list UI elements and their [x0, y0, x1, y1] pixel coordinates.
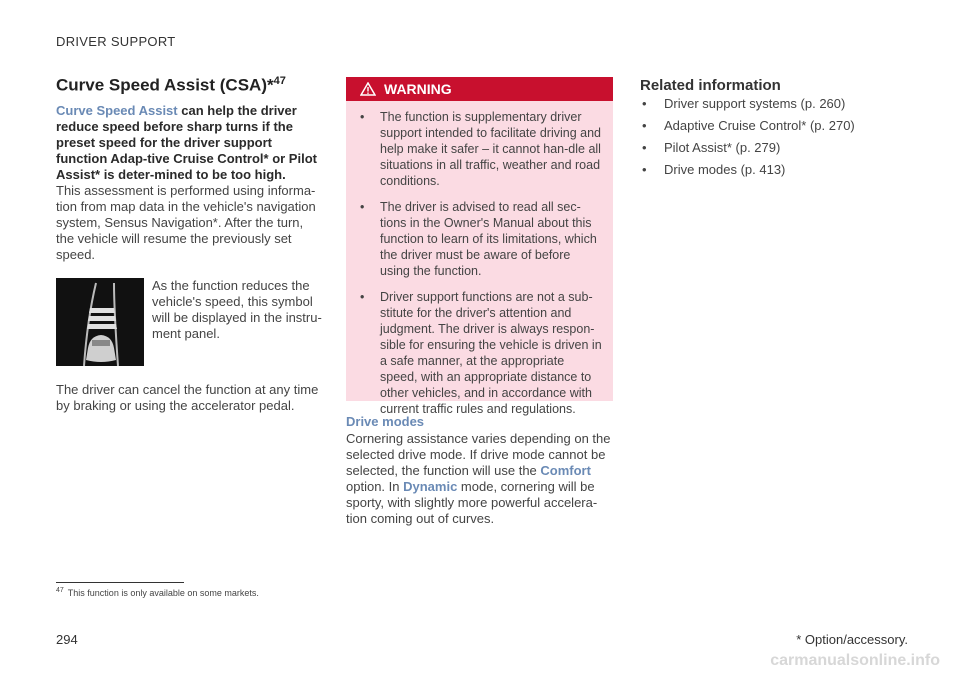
warning-header	[346, 77, 613, 101]
bullet: •	[360, 290, 365, 304]
bullet: •	[642, 140, 647, 155]
footnote-divider	[56, 582, 184, 583]
related-information	[640, 77, 910, 184]
assessment-paragraph: This assessment is performed using informa-tion from map data in the vehicle's navigation system, Sensus Navigation*. After the turn, the vehicle will resume the previously set speed.	[56, 182, 316, 262]
warning-list	[346, 101, 613, 417]
related-link[interactable]: • Adaptive Cruise Control* (p. 270)	[642, 118, 855, 133]
symbol-row	[56, 278, 324, 366]
curve-speed-symbol-icon	[56, 278, 144, 366]
list-item: • The driver is advised to read all sec-tions in the Owner's Manual about this function to learn of its limitations, which the driver must be aware of before using the function.	[360, 200, 597, 278]
lead-paragraph: Curve Speed Assist can help the driver reduce speed before sharp turns if the preset speed for the driver support function Adap-tive Cruise Control* or Pilot Assist* is deter-mined to be too high.	[56, 102, 317, 182]
related-heading: Related information	[640, 77, 781, 94]
article-column	[56, 70, 324, 414]
cancel-paragraph: The driver can cancel the function at any time by braking or using the accelerator pedal.	[56, 381, 319, 413]
page-number: 294	[56, 632, 78, 647]
bullet: •	[642, 162, 647, 177]
drive-modes-text: Cornering assistance varies depending on the selected drive mode. If drive mode cannot be selected, the function will use the Comfort option. In Dynamic mode, cornering will be sporty, with slightly more powerful accelera-tion coming out of curves.	[346, 431, 611, 526]
bullet: •	[360, 200, 365, 214]
related-list	[640, 96, 910, 178]
comfort-mode: Comfort	[540, 463, 591, 478]
function-name: Curve Speed Assist	[56, 102, 178, 118]
drive-modes-section	[346, 414, 614, 527]
footnote-ref: 47	[273, 75, 286, 87]
warning-title: WARNING	[384, 81, 452, 97]
related-link[interactable]: • Drive modes (p. 413)	[642, 162, 786, 177]
bullet: •	[360, 110, 365, 124]
footnote: $^{47}$ This function is only available on some markets.	[56, 587, 259, 598]
dynamic-mode: Dynamic	[403, 479, 458, 494]
bullet: •	[642, 96, 647, 111]
option-note: * Option/accessory.	[796, 632, 908, 647]
bullet: •	[642, 118, 647, 133]
article-title: Curve Speed Assist (CSA)*$^{47}$	[56, 75, 286, 95]
list-item: • Driver support functions are not a sub-stitute for the driver's attention and judgment. The driver is always respon-sible for ensuring the vehicle is driven in a safe manner, at the appropriate speed, with an appropriate distance to other vehicles, and in accordance with current traffic rules and regulations.	[360, 290, 602, 416]
related-link[interactable]: • Pilot Assist* (p. 279)	[642, 140, 781, 155]
section-header: DRIVER SUPPORT	[56, 34, 176, 49]
warning-box	[346, 77, 613, 416]
list-item: • The function is supplementary driver support intended to facilitate driving and help make it safer – it cannot han-dle all situations in all traffic, weather and road conditions.	[360, 110, 601, 188]
symbol-description: As the function reduces the vehicle's speed, this symbol will be displayed in the instru-ment panel.	[152, 277, 322, 341]
warning-triangle-icon	[360, 82, 376, 96]
related-link[interactable]: • Driver support systems (p. 260)	[642, 96, 846, 111]
watermark: carmanualsonline.info	[770, 652, 940, 669]
drive-modes-heading: Drive modes	[346, 414, 425, 429]
